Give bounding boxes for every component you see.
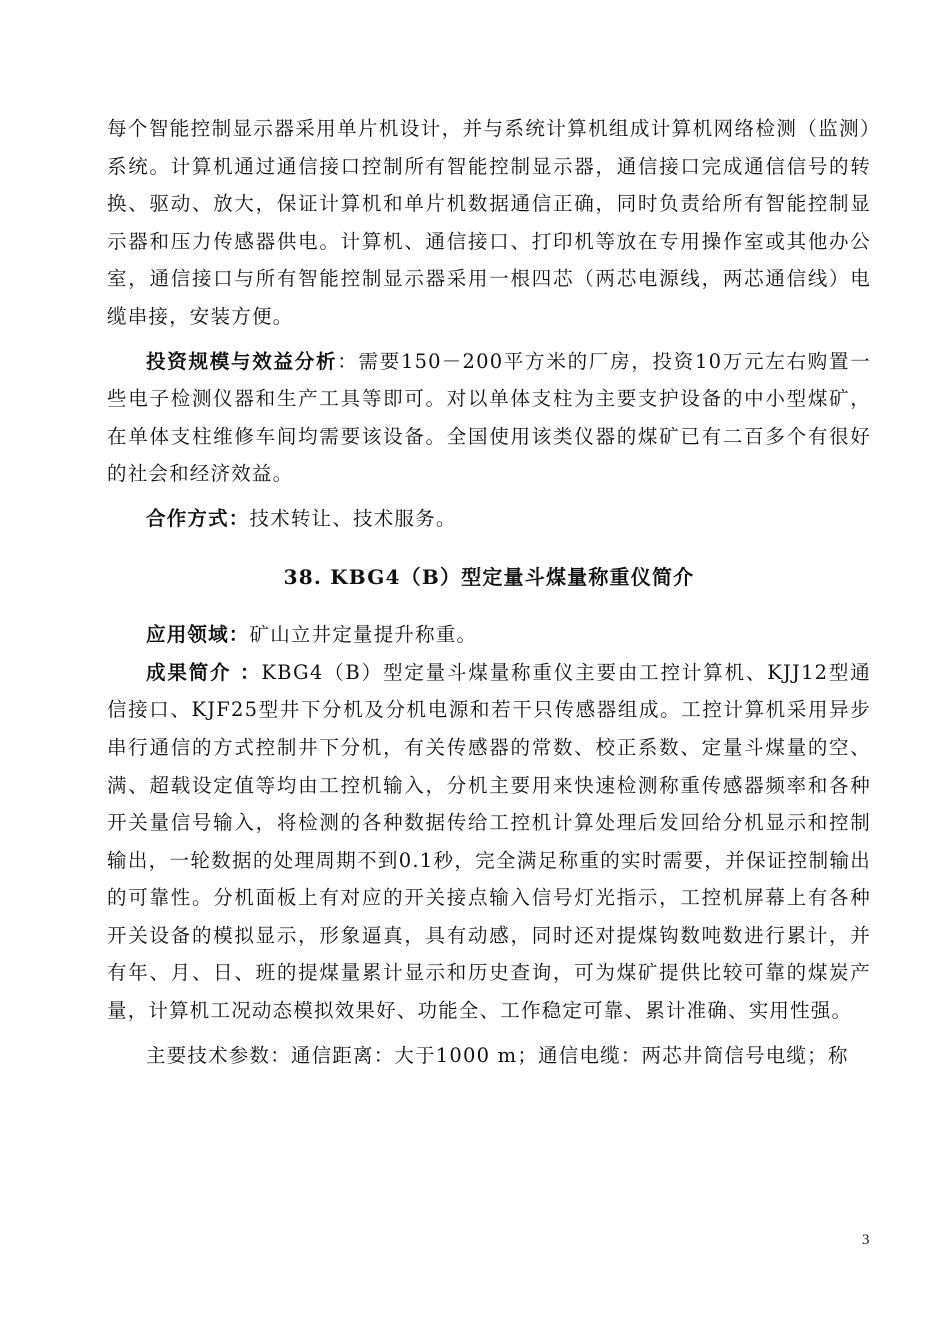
paragraph-investment [107,343,871,493]
paragraph-summary [107,654,871,1030]
paragraph-technical-parameters: 主要技术参数：通信距离：大于1000 m；通信电缆：两芯井筒信号电缆；称 [146,1043,849,1067]
cooperation-text: 技术转让、技术服务。 [249,506,457,530]
paragraph-gap [107,336,871,343]
summary-label: 成果简介 ： [146,660,262,684]
investment-label: 投资规模与效益分析 [146,349,338,373]
paragraph-cooperation [107,500,871,538]
section-title: 38. KBG4（B）型定量斗煤量称重仪简介 [283,564,695,589]
investment-text: ：需要150－200平方米的厂房，投资10万元左右购置一些电子检测仪器和生产工具等即可。对以单体支柱为主要支护设备的中小型煤矿，在单体支柱维修车间均需要该设备。全国使用该类仪器的煤矿已有二百多个有很好的社会和经济效益。 [107,349,871,486]
document-body [107,110,871,1074]
paragraph-gap [107,1030,871,1037]
summary-text: KBG4（B）型定量斗煤量称重仪主要由工控计算机、KJJ12型通信接口、KJF25型井下分机及分机电源和若干只传感器组成。工控计算机采用异步串行通信的方式控制井下分机，有关传感器的常数、校正系数、定量斗煤量的空、满、超载设定值等均由工控机输入，分机主要用来快速检测称重传感器频率和各种开关量信号输入，将检测的各种数据传给工控机计算处理后发回给分机显示和控制输出，一轮数据的处理周期不到0.1秒，完全满足称重的实时需要，并保证控制输出的可靠性。分机面板上有对应的开关接点输入信号灯光指示，工控机屏幕上有各种开关设备的模拟显示，形象逼真，具有动感，同时还对提煤钩数吨数进行累计，并有年、月、日、班的提煤量累计显示和历史查询，可为煤矿提供比较可靠的煤炭产量，计算机工况动态模拟效果好、功能全、工作稳定可靠、累计准确、实用性强。 [107,660,871,1023]
paragraph-system-description: 每个智能控制显示器采用单片机设计，并与系统计算机组成计算机网络检测（监测）系统。计算机通过通信接口控制所有智能控制显示器，通信接口完成通信信号的转换、驱动、放大，保证计算机和单片机数据通信正确，同时负责给所有智能控制显示器和压力传感器供电。计算机、通信接口、打印机等放在专用操作室或其他办公室，通信接口与所有智能控制显示器采用一根四芯（两芯电源线，两芯通信线）电缆串接，安装方便。 [107,117,871,328]
page-number: 3 [862,1232,870,1248]
paragraph-application [107,616,871,654]
cooperation-label: 合作方式： [146,506,250,530]
paragraph-gap [107,493,871,500]
application-text: 矿山立井定量提升称重。 [249,623,478,647]
application-label: 应用领域： [146,623,250,647]
